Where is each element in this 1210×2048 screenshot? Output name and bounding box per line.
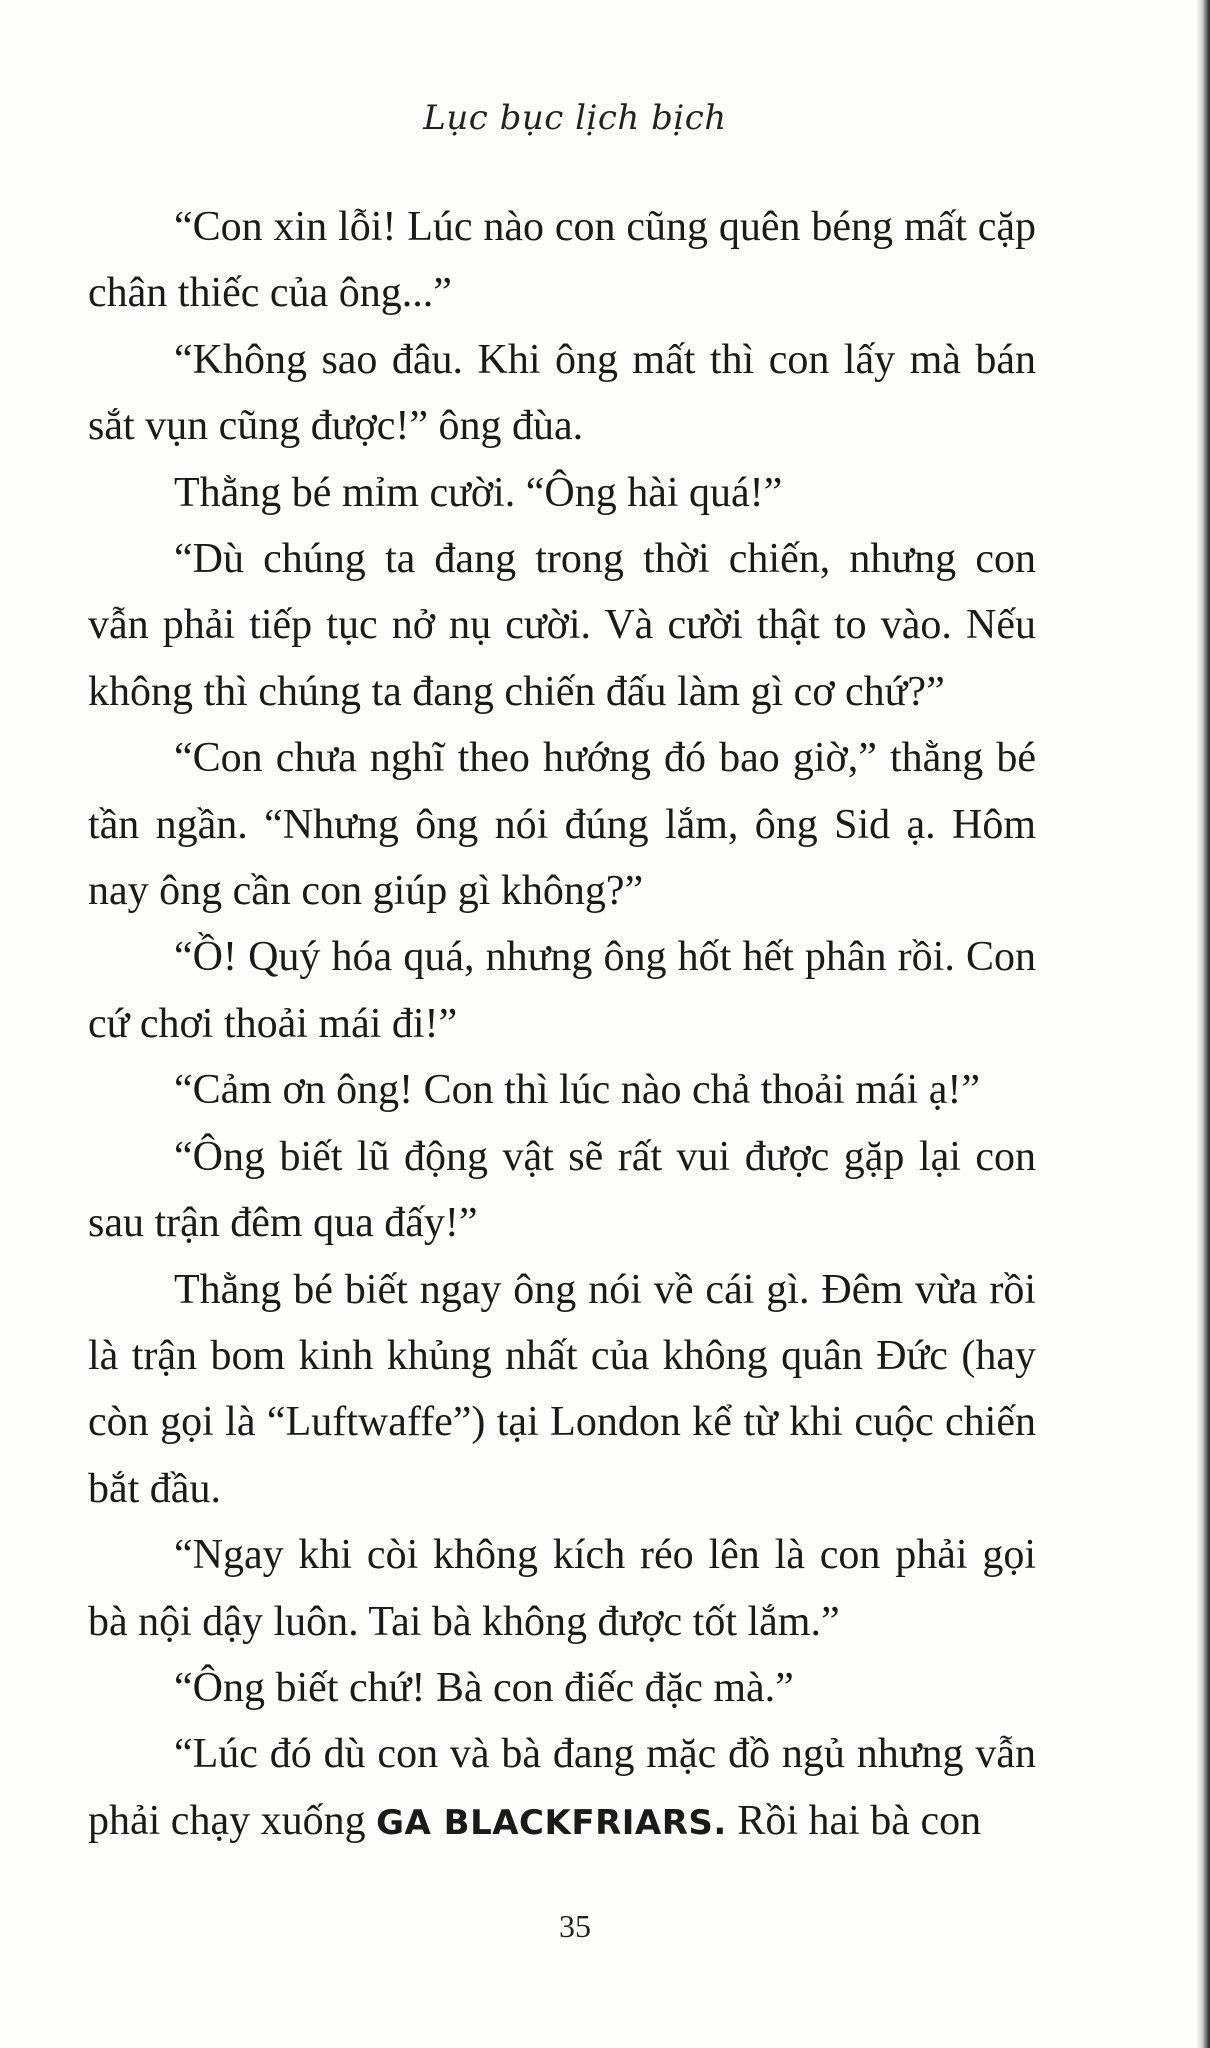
body-text [88, 194, 1036, 1856]
running-title: Lục bục lịch bịch [423, 98, 727, 138]
station-name: GA BLACKFRIARS. [376, 1802, 727, 1843]
paragraph: “Không sao đâu. Khi ông mất thì con lấy mà bán sắt vụn cũng được!” ông đùa. [88, 336, 1036, 450]
page-edge-shadow [1196, 0, 1210, 2048]
paragraph: “Ông biết chứ! Bà con điếc đặc mà.” [174, 1664, 794, 1711]
paragraph-last [88, 1721, 1036, 1856]
page-number: 35 [559, 1908, 591, 1944]
paragraph-text-after: Rồi hai bà con [726, 1797, 982, 1844]
paragraph: Thằng bé biết ngay ông nói về cái gì. Đêm vừa rồi là trận bom kinh khủng nhất của không quân Đức (hay còn gọi là “Luftwaffe”) tại London kể từ khi cuộc chiến bắt đầu. [88, 1266, 1036, 1512]
paragraph: “Dù chúng ta đang trong thời chiến, nhưng con vẫn phải tiếp tục nở nụ cười. Và cười thật to vào. Nếu không thì chúng ta đang chiến đấu làm gì cơ chứ?” [88, 536, 1036, 715]
paragraph: “Con xin lỗi! Lúc nào con cũng quên béng mất cặp chân thiếc của ông...” [88, 204, 1036, 317]
paragraph: Thằng bé mỉm cười. “Ông hài quá!” [174, 469, 783, 516]
paragraph: “Cảm ơn ông! Con thì lúc nào chả thoải mái ạ!” [174, 1067, 980, 1114]
paragraph: “Ngay khi còi không kích réo lên là con phải gọi bà nội dậy luôn. Tai bà không được tốt lắm.” [88, 1532, 1036, 1645]
paragraph: “Con chưa nghĩ theo hướng đó bao giờ,” thằng bé tần ngần. “Nhưng ông nói đúng lắm, ông Sid ạ. Hôm nay ông cần con giúp gì không?” [88, 735, 1036, 915]
paragraph: “Ồ! Quý hóa quá, nhưng ông hốt hết phân rồi. Con cứ chơi thoải mái đi!” [88, 934, 1036, 1047]
paragraph: “Ông biết lũ động vật sẽ rất vui được gặp lại con sau trận đêm qua đấy!” [88, 1133, 1036, 1247]
paragraph-text-before: “Lúc đó dù con và bà đang mặc đồ ngủ nhưng vẫn phải chạy xuống [88, 1731, 1036, 1844]
